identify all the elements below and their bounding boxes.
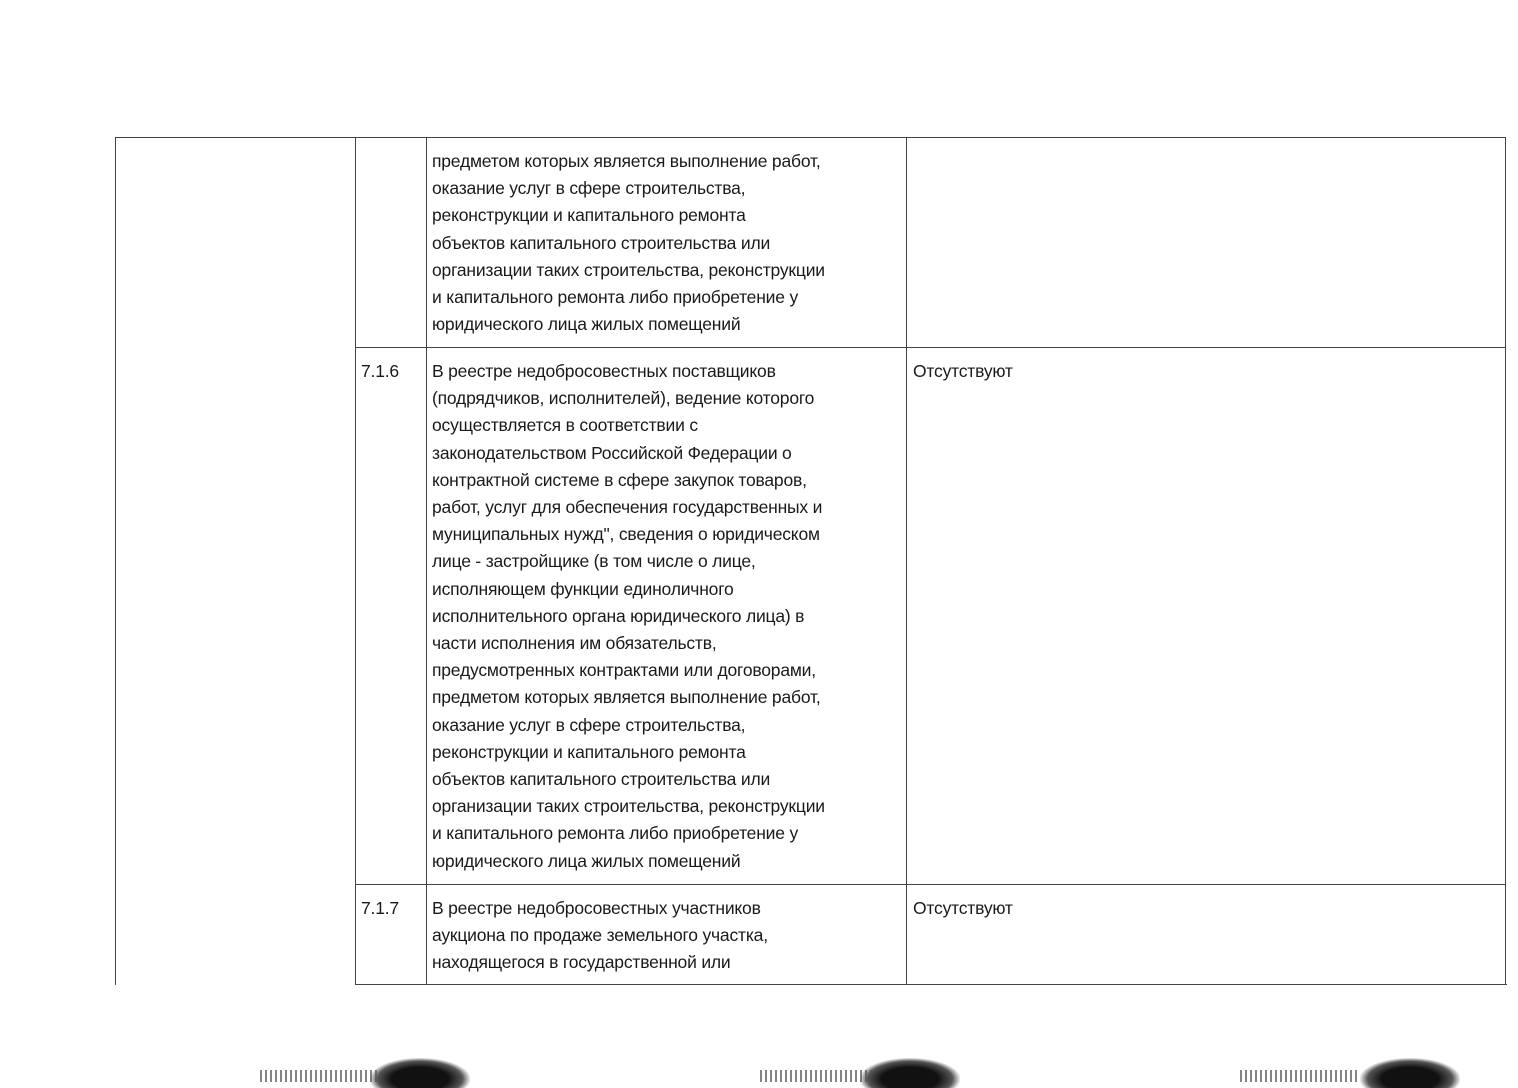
table-left-border — [115, 137, 116, 985]
text-line: В реестре недобросовестных участников — [432, 898, 761, 918]
text-line: оказание услуг в сфере строительства, — [432, 714, 746, 735]
text-line: организации таких строительства, реконструкции — [432, 259, 825, 280]
text-line: и капитального ремонта либо приобретение у — [432, 287, 799, 308]
stamp-mark — [860, 1058, 960, 1088]
text-line: организации таких строительства, реконструкции — [432, 796, 825, 817]
column-divider — [355, 137, 356, 985]
row-description — [432, 358, 825, 875]
text-line: лице - застройщике (в том числе о лице, — [432, 551, 756, 572]
row-number: 7.1.6 — [361, 361, 399, 381]
table-right-border — [1505, 137, 1506, 985]
text-line: В реестре недобросовестных поставщиков — [432, 361, 776, 381]
signature-smudge — [1240, 1070, 1360, 1082]
text-line: предметом которых является выполнение работ, — [432, 151, 821, 171]
table-top-border — [115, 137, 1505, 138]
row-description — [432, 148, 825, 338]
stamp-mark — [370, 1058, 470, 1088]
text-line: юридического лица жилых помещений — [432, 314, 741, 335]
text-line: объектов капитального строительства или — [432, 769, 771, 790]
row-value: Отсутствуют — [913, 361, 1013, 381]
text-line: законодательством Российской Федерации о — [432, 442, 792, 463]
stamp-mark — [1360, 1058, 1460, 1088]
text-line: предусмотренных контрактами или договорами, — [432, 660, 816, 681]
text-line: контрактной системе в сфере закупок товаров, — [432, 469, 807, 490]
text-line: и капитального ремонта либо приобретение у — [432, 823, 799, 844]
text-line: реконструкции и капитального ремонта — [432, 741, 746, 762]
row-number: 7.1.7 — [361, 898, 399, 918]
row-value: Отсутствуют — [913, 898, 1013, 918]
column-divider — [906, 137, 907, 985]
text-line: объектов капитального строительства или — [432, 232, 771, 253]
text-line: предметом которых является выполнение работ, — [432, 687, 821, 708]
row-divider — [355, 347, 1505, 348]
table-bottom-border — [355, 984, 1507, 985]
row-description — [432, 895, 768, 977]
row-divider — [355, 884, 1506, 885]
text-line: реконструкции и капитального ремонта — [432, 205, 746, 226]
text-line: муниципальных нужд", сведения о юридическом — [432, 524, 820, 545]
text-line: находящегося в государственной или — [432, 952, 731, 973]
text-line: осуществляется в соответствии с — [432, 415, 698, 436]
text-line: части исполнения им обязательств, — [432, 633, 717, 654]
column-divider — [426, 137, 427, 985]
text-line: исполняющем функции единоличного — [432, 578, 734, 599]
signature-smudge — [260, 1070, 380, 1082]
text-line: работ, услуг для обеспечения государственных и — [432, 497, 823, 518]
text-line: оказание услуг в сфере строительства, — [432, 178, 746, 199]
text-line: аукциона по продаже земельного участка, — [432, 925, 768, 946]
text-line: исполнительного органа юридического лица) в — [432, 605, 805, 626]
text-line: юридического лица жилых помещений — [432, 850, 741, 871]
text-line: (подрядчиков, исполнителей), ведение которого — [432, 388, 815, 409]
